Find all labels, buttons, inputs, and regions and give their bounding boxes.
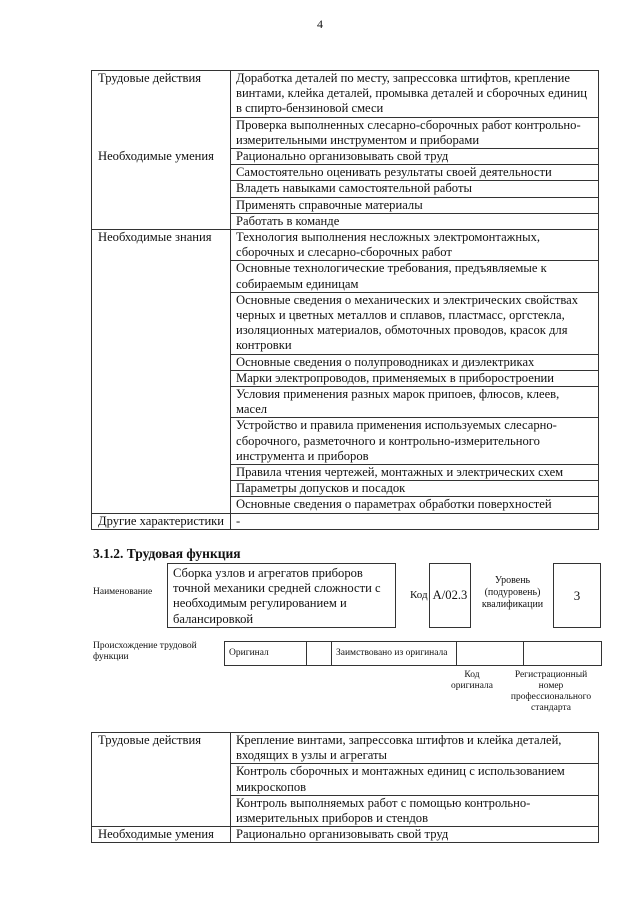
row-value: Применять справочные материалы	[231, 197, 599, 213]
row-label: Необходимые знания	[92, 230, 231, 514]
origin-borrowed-cell: Заимствовано из оригинала	[332, 642, 457, 666]
registration-number-label: Регистрационный номер профессионального стандарта	[510, 670, 592, 713]
name-label: Наименование	[93, 587, 153, 597]
row-value: Условия применения разных марок припоев, флюсов, клеев, масел	[231, 387, 599, 418]
origin-table	[224, 641, 602, 666]
row-value: Работать в команде	[231, 213, 599, 229]
row-value: Крепление винтами, запрессовка штифтов и клейка деталей, входящих в узлы и агрегаты	[231, 733, 599, 764]
competency-table-2	[91, 732, 599, 843]
row-label: Другие характеристики	[92, 513, 231, 529]
origin-label: Происхождение трудовой функции	[93, 641, 197, 662]
row-value: Основные сведения о параметрах обработки поверхностей	[231, 497, 599, 513]
row-value: Проверка выполненных слесарно-сборочных работ контрольно-измерительными инструментом и приборами	[231, 117, 599, 148]
row-value: Рационально организовывать свой труд	[231, 149, 599, 165]
function-name-box: Сборка узлов и агрегатов приборов точной механики средней сложности с необходимым регулированием и балансировкой	[167, 563, 396, 628]
competency-table	[91, 70, 599, 530]
row-value: Основные технологические требования, предъявляемые к собираемым единицам	[231, 261, 599, 292]
origin-regnum-cell	[524, 642, 602, 666]
row-value: Владеть навыками самостоятельной работы	[231, 181, 599, 197]
table-row	[92, 513, 599, 529]
row-value: Основные сведения о полупроводниках и диэлектриках	[231, 354, 599, 370]
table-row	[92, 149, 599, 165]
row-value: Марки электропроводов, применяемых в приборостроении	[231, 370, 599, 386]
row-value: Контроль выполняемых работ с помощью контрольно-измерительных приборов и стендов	[231, 795, 599, 826]
row-value: Параметры допусков и посадок	[231, 481, 599, 497]
origin-original-cell: Оригинал	[225, 642, 307, 666]
qualification-level-box: 3	[553, 563, 601, 628]
row-value: Самостоятельно оценивать результаты своей деятельности	[231, 165, 599, 181]
row-value: Доработка деталей по месту, запрессовка штифтов, крепление винтами, клейка деталей, промывка деталей и сборочных единиц в спирто-бензиновой смеси	[231, 71, 599, 118]
row-value: Контроль сборочных и монтажных единиц с использованием микроскопов	[231, 764, 599, 795]
row-value: Рационально организовывать свой труд	[231, 827, 599, 843]
code-original-label: Код оригинала	[451, 670, 493, 691]
row-label: Трудовые действия	[92, 733, 231, 827]
row-label: Трудовые действия	[92, 71, 231, 149]
origin-mark-cell	[307, 642, 332, 666]
table-row	[92, 827, 599, 843]
table-row	[92, 230, 599, 261]
function-code-box: A/02.3	[429, 563, 471, 628]
row-value: Основные сведения о механических и электрических свойствах черных и цветных металлов и сплавов, пластмасс, оргстекла, изоляционных материалов, обмоточных проводов, красок для контровки	[231, 292, 599, 354]
table-row	[92, 733, 599, 764]
origin-code-cell	[457, 642, 524, 666]
row-value: Технология выполнения несложных электромонтажных, сборочных и слесарно-сборочных работ	[231, 230, 599, 261]
row-value: -	[231, 513, 599, 529]
table-row	[92, 71, 599, 118]
level-label: Уровень (подуровень) квалификации	[481, 575, 544, 610]
row-label: Необходимые умения	[92, 149, 231, 230]
row-value: Правила чтения чертежей, монтажных и электрических схем	[231, 465, 599, 481]
code-label: Код	[410, 589, 428, 601]
row-value: Устройство и правила применения используемых слесарно-сборочного, разметочного и контрольно-измерительного инструмента и приборов	[231, 418, 599, 465]
row-label: Необходимые умения	[92, 827, 231, 843]
page-number: 4	[317, 17, 323, 31]
section-title: 3.1.2. Трудовая функция	[93, 546, 241, 561]
